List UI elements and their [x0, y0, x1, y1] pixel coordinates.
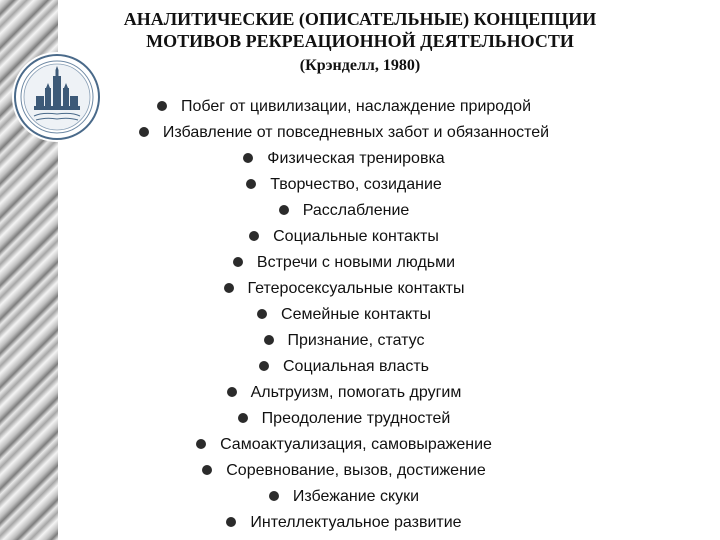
list-item [104, 172, 584, 198]
title-line-2: МОТИВОВ РЕКРЕАЦИОННОЙ ДЕЯТЕЛЬНОСТИ [146, 31, 574, 51]
bullet-icon [157, 101, 167, 111]
list-item-label: Интеллектуальное развитие [250, 514, 462, 531]
list-item [104, 354, 584, 380]
bullet-icon [257, 309, 267, 319]
list-item-label: Гетеросексуальные контакты [247, 280, 465, 297]
list-item-label: Встречи с новыми людьми [256, 254, 456, 271]
list-item-label: Избавление от повседневных забот и обязанностей [162, 124, 550, 141]
list-item [104, 276, 584, 302]
list-item-label: Социальная власть [283, 358, 429, 375]
list-item [104, 510, 584, 536]
page-title [80, 8, 640, 52]
bullet-icon [226, 517, 236, 527]
list-item [104, 120, 584, 146]
list-item [104, 224, 584, 250]
list-item [104, 328, 584, 354]
list-item-label: Социальные контакты [273, 228, 439, 245]
title-line-1: АНАЛИТИЧЕСКИЕ (ОПИСАТЕЛЬНЫЕ) КОНЦЕПЦИИ [123, 9, 597, 29]
bullet-icon [259, 361, 269, 371]
list-item [104, 250, 584, 276]
bullet-icon [202, 465, 212, 475]
list-item-label: Альтруизм, помогать другим [250, 384, 462, 401]
bullet-icon [246, 179, 256, 189]
list-item [104, 146, 584, 172]
bullet-icon [279, 205, 289, 215]
list-item-label: Признание, статус [287, 332, 425, 349]
motives-list [104, 94, 584, 536]
list-item [104, 484, 584, 510]
bullet-icon [264, 335, 274, 345]
bullet-icon [269, 491, 279, 501]
list-item [104, 432, 584, 458]
list-item [104, 380, 584, 406]
bullet-icon [233, 257, 243, 267]
list-item-label: Избежание скуки [292, 488, 420, 505]
list-item [104, 458, 584, 484]
bullet-icon [227, 387, 237, 397]
list-item-label: Самоактуализация, самовыражение [220, 436, 492, 453]
list-item-label: Соревнование, вызов, достижение [226, 462, 486, 479]
bullet-icon [196, 439, 206, 449]
bullet-icon [249, 231, 259, 241]
bullet-icon [139, 127, 149, 137]
list-item-label: Творчество, созидание [270, 176, 442, 193]
list-item-label: Физическая тренировка [267, 150, 445, 167]
list-item [104, 198, 584, 224]
list-item-label: Семейные контакты [281, 306, 431, 323]
page-subtitle: (Крэнделл, 1980) [299, 57, 421, 74]
list-item-label: Расслабление [302, 202, 410, 219]
bullet-icon [224, 283, 234, 293]
list-item [104, 302, 584, 328]
list-item [104, 94, 584, 120]
list-item-label: Преодоление трудностей [261, 410, 451, 427]
list-item-label: Побег от цивилизации, наслаждение природой [181, 98, 531, 115]
bullet-icon [238, 413, 248, 423]
list-item [104, 406, 584, 432]
bullet-icon [243, 153, 253, 163]
